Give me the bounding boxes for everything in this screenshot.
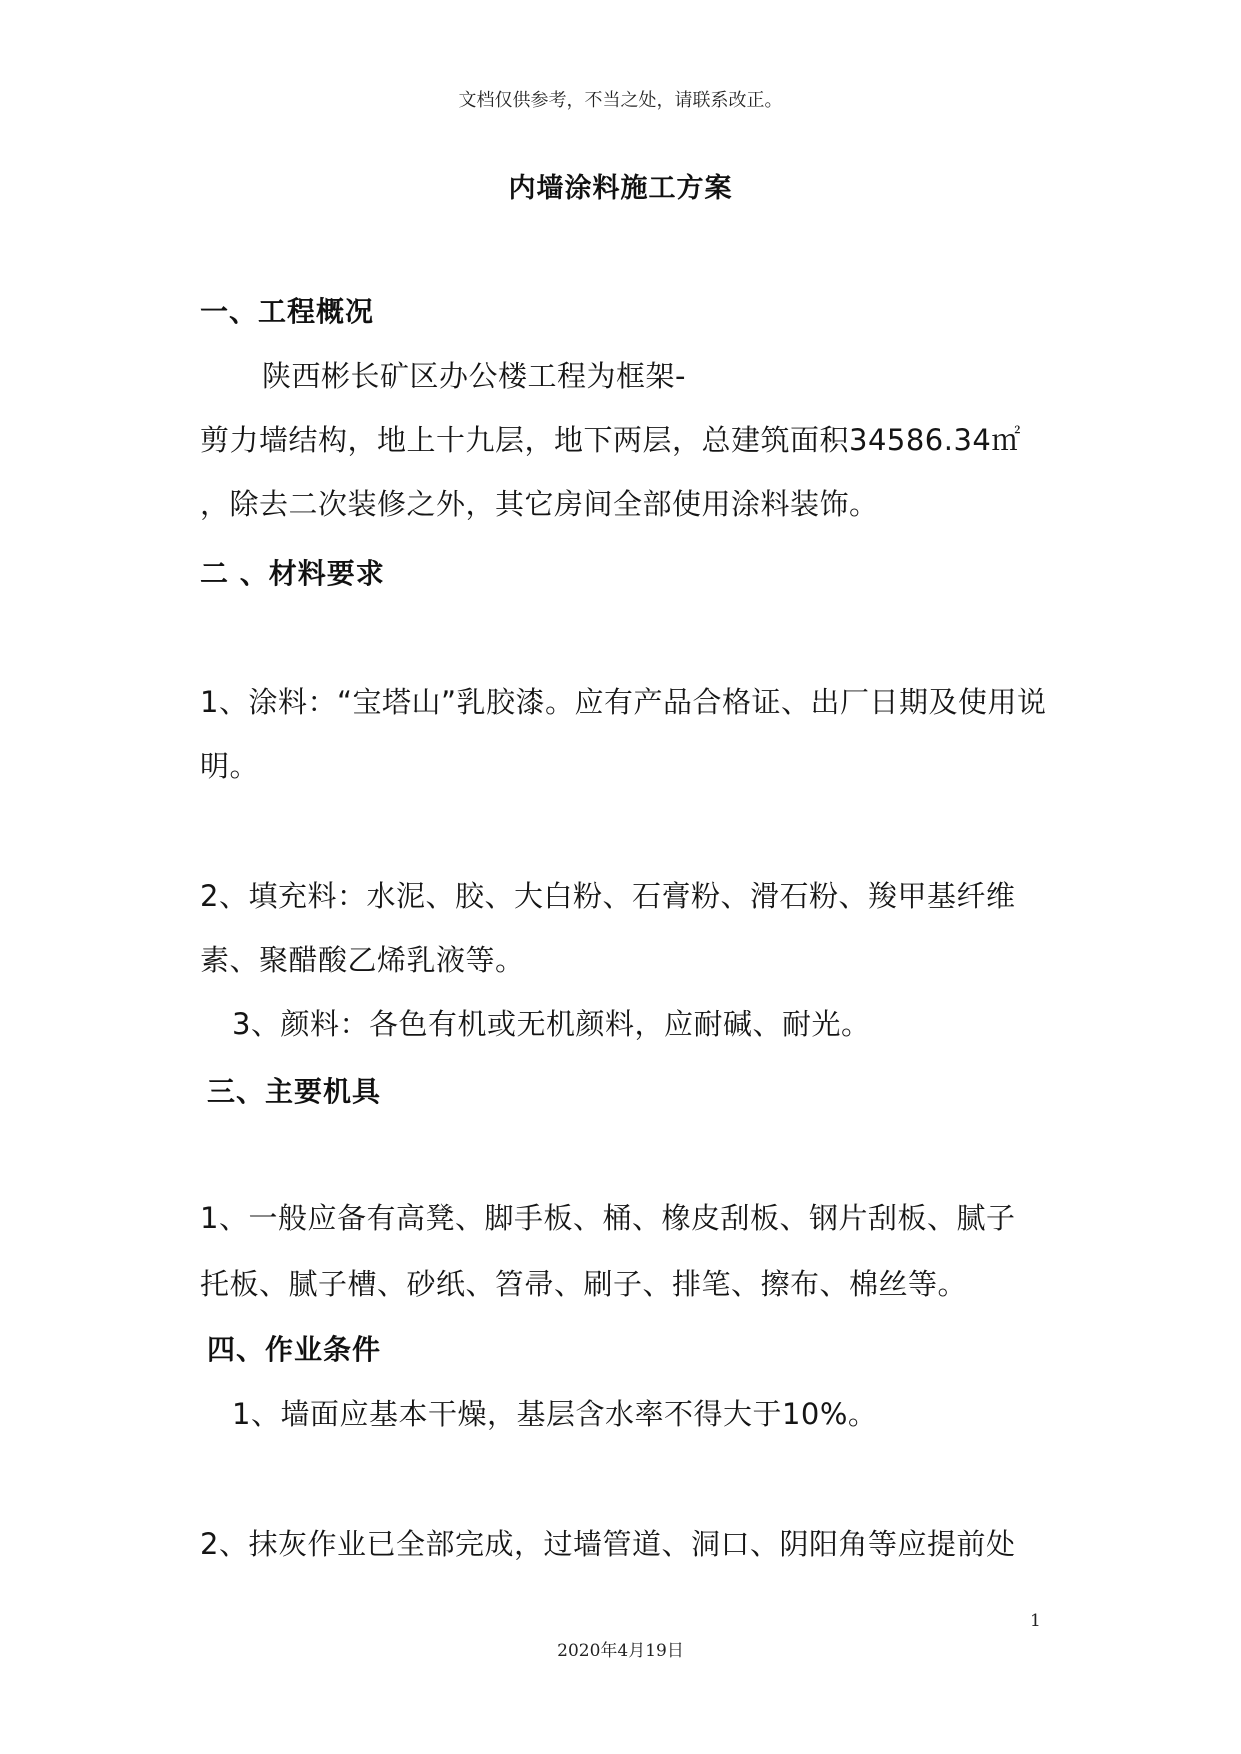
document-title: 内墙涂料施工方案 xyxy=(508,173,733,204)
header-note: 文档仅供参考，不当之处，请联系改正。 xyxy=(458,90,783,111)
conditions-line-1: 1、墙面应基本干燥，基层含水率不得大于10%。 xyxy=(232,1397,878,1431)
section-heading-materials: 二 、材料要求 xyxy=(200,557,385,590)
overview-line-2: 剪力墙结构，地上十九层，地下两层，总建筑面积34586.34㎡ xyxy=(200,423,1021,457)
footer-date: 2020年4月19日 xyxy=(557,1641,684,1661)
overview-line-3: ，除去二次装修之外，其它房间全部使用涂料装饰。 xyxy=(200,487,879,521)
materials-line-3: 2、填充料：水泥、胶、大白粉、石膏粉、滑石粉、羧甲基纤维 xyxy=(200,879,1016,913)
materials-line-2: 明。 xyxy=(200,749,260,783)
materials-line-5: 3、颜料：各色有机或无机颜料，应耐碱、耐光。 xyxy=(232,1007,871,1041)
page-number: 1 xyxy=(1030,1611,1041,1631)
equipment-line-1: 1、一般应备有高凳、脚手板、桶、橡皮刮板、钢片刮板、腻子 xyxy=(200,1201,1016,1235)
materials-line-4: 素、聚醋酸乙烯乳液等。 xyxy=(200,943,525,977)
section-heading-overview: 一、工程概况 xyxy=(200,295,375,328)
section-heading-equipment: 三、主要机具 xyxy=(207,1075,382,1108)
section-heading-conditions: 四、作业条件 xyxy=(207,1333,382,1366)
overview-line-1: 陕西彬长矿区办公楼工程为框架- xyxy=(262,359,686,393)
conditions-line-2: 2、抹灰作业已全部完成，过墙管道、洞口、阴阳角等应提前处 xyxy=(200,1527,1016,1561)
materials-line-1: 1、涂料：“宝塔山”乳胶漆。应有产品合格证、出厂日期及使用说 xyxy=(200,685,1047,719)
equipment-line-2: 托板、腻子槽、砂纸、笤帚、刷子、排笔、擦布、棉丝等。 xyxy=(200,1267,968,1301)
